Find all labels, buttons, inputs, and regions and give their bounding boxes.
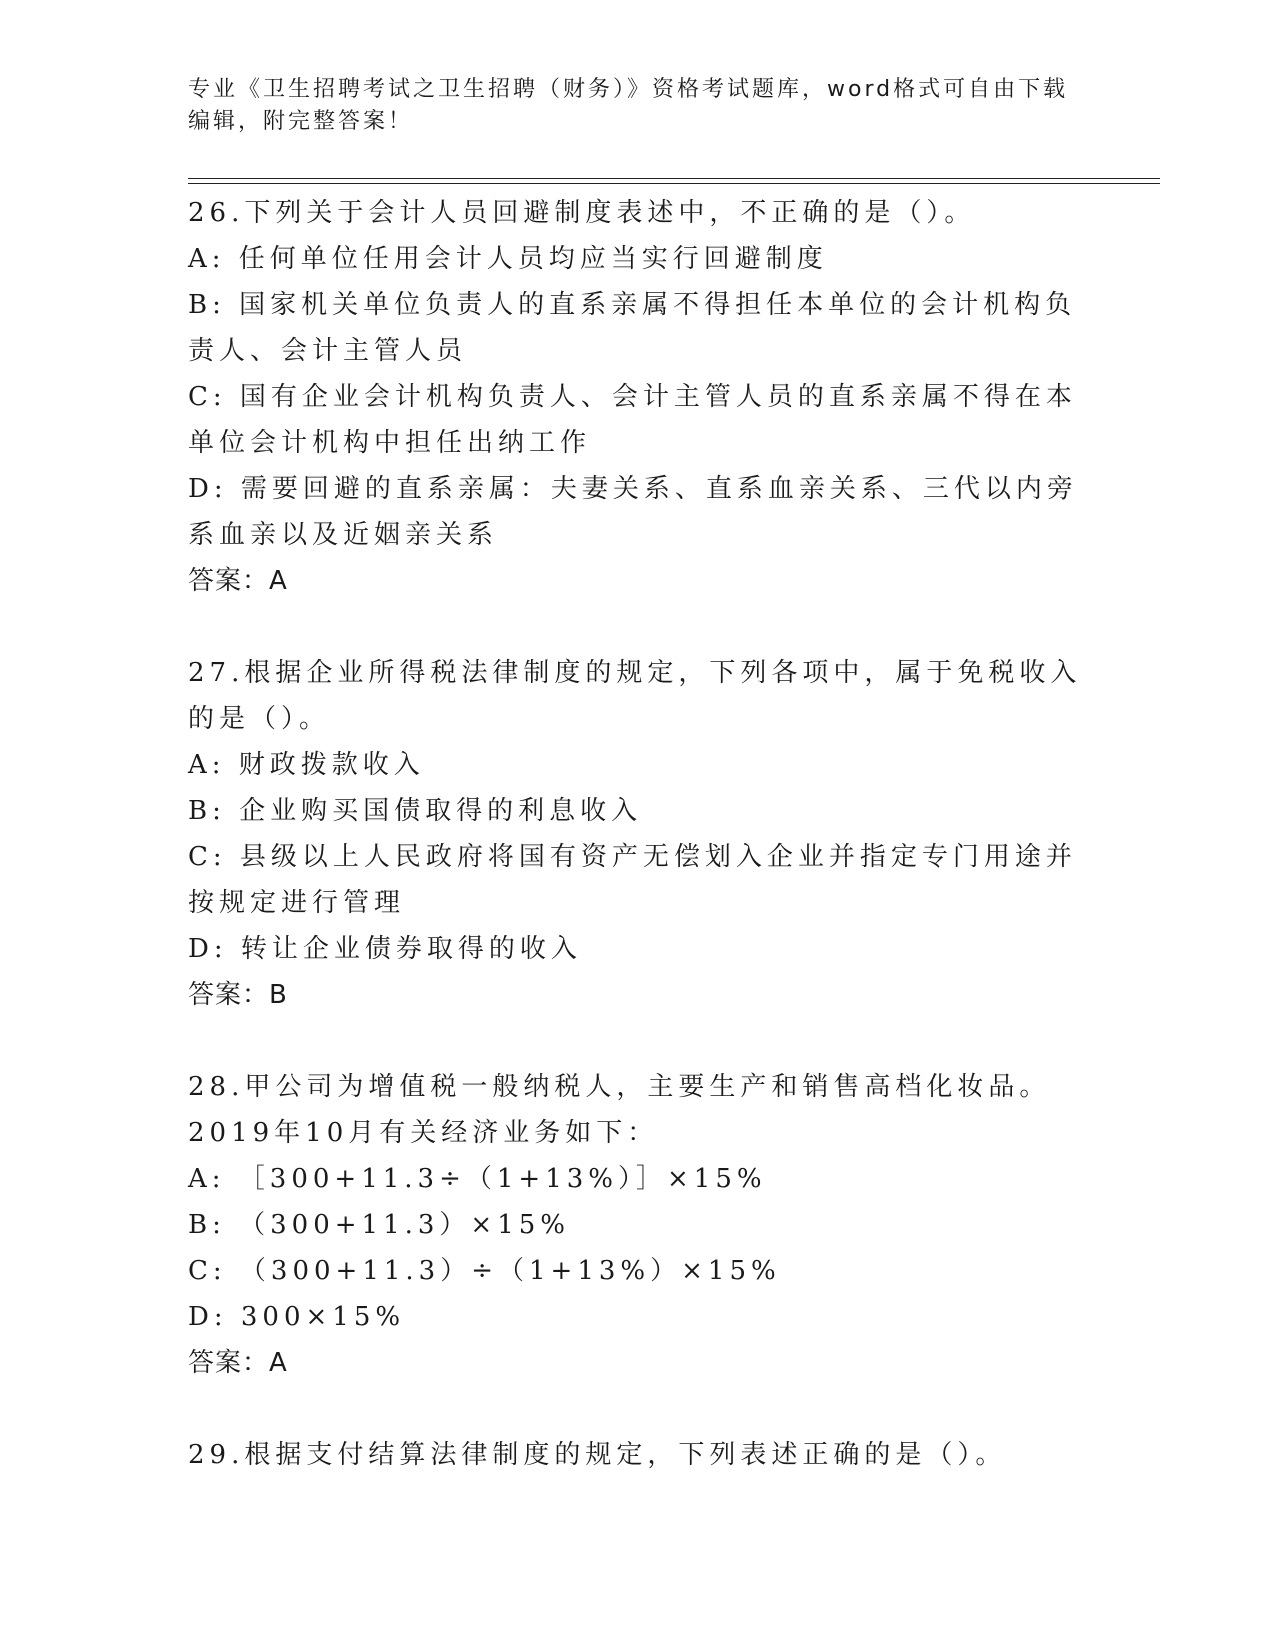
question-28 bbox=[188, 1064, 1088, 1386]
header-divider-top bbox=[188, 178, 1160, 179]
option-b: B: 国家机关单位负责人的直系亲属不得担任本单位的会计机构负责人、会计主管人员 bbox=[188, 290, 1077, 366]
question-stem: 27.根据企业所得税法律制度的规定，下列各项中，属于免税收入的是（）。 bbox=[188, 658, 1082, 734]
option-a: A: 财政拨款收入 bbox=[188, 750, 425, 780]
answer-line: 答案：B bbox=[188, 980, 288, 1010]
answer-line: 答案：A bbox=[188, 1348, 288, 1378]
option-b: B: 企业购买国债取得的利息收入 bbox=[188, 796, 643, 826]
question-list bbox=[188, 190, 1088, 1524]
option-b: B: （300+11.3）×15% bbox=[188, 1210, 571, 1240]
question-27 bbox=[188, 650, 1088, 1018]
option-d: D: 300×15% bbox=[188, 1302, 406, 1332]
option-d: D: 转让企业债券取得的收入 bbox=[188, 934, 582, 964]
answer-line: 答案：A bbox=[188, 566, 288, 596]
option-c: C: 县级以上人民政府将国有资产无偿划入企业并指定专门用途并按规定进行管理 bbox=[188, 842, 1077, 918]
option-d: D: 需要回避的直系亲属：夫妻关系、直系血亲关系、三代以内旁系血亲以及近姻亲关系 bbox=[188, 474, 1078, 550]
option-a: A: 任何单位任用会计人员均应当实行回避制度 bbox=[188, 244, 828, 274]
question-stem: 28.甲公司为增值税一般纳税人，主要生产和销售高档化妆品。2019年10月有关经济业务如下： bbox=[188, 1072, 1051, 1148]
option-c: C: 国有企业会计机构负责人、会计主管人员的直系亲属不得在本单位会计机构中担任出纳工作 bbox=[188, 382, 1077, 458]
question-stem: 26.下列关于会计人员回避制度表述中，不正确的是（）。 bbox=[188, 198, 976, 228]
option-c: C: （300+11.3）÷（1+13%）×15% bbox=[188, 1256, 781, 1286]
question-26 bbox=[188, 190, 1088, 604]
question-29 bbox=[188, 1432, 1088, 1478]
question-stem: 29.根据支付结算法律制度的规定，下列表述正确的是（）。 bbox=[188, 1440, 1007, 1470]
header-divider-bottom bbox=[188, 183, 1160, 184]
option-a: A: ［300+11.3÷（1+13%）］×15% bbox=[188, 1164, 767, 1194]
document-intro: 专业《卫生招聘考试之卫生招聘（财务）》资格考试题库，word格式可自由下载编辑，附完整答案！ bbox=[188, 77, 1069, 134]
